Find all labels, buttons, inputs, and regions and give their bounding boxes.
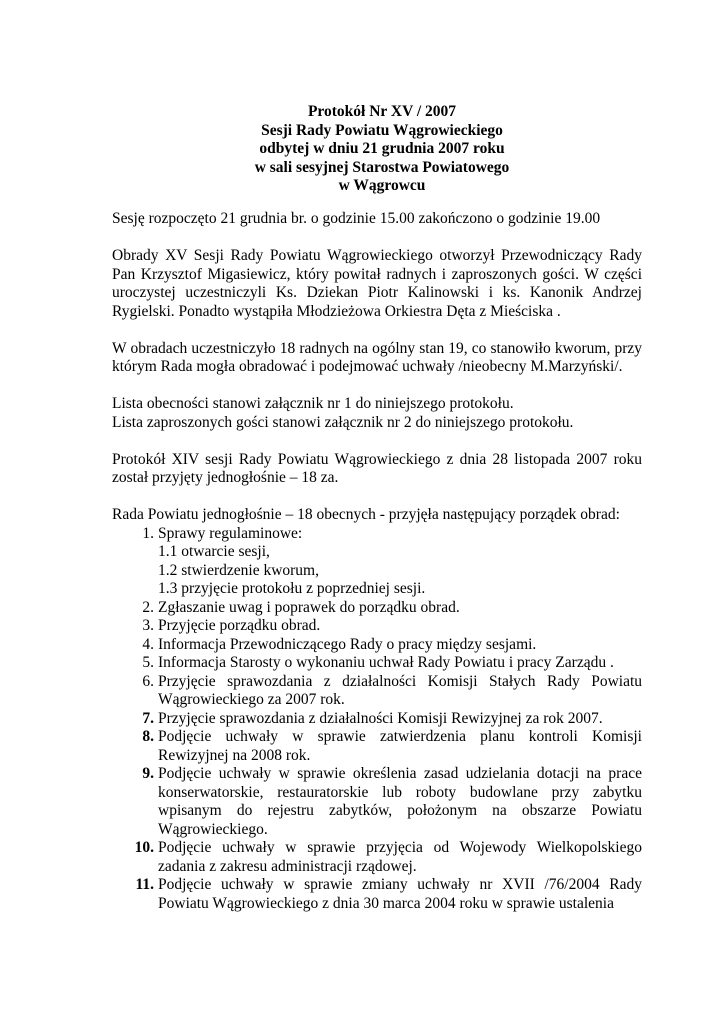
agenda-item-number: 2. [142,598,154,616]
agenda-sub-item: 1.2 stwierdzenie kworum, [158,561,319,579]
agenda-item [112,839,642,876]
agenda-item-number: 6. [142,672,154,690]
agenda-item [112,876,642,913]
quorum-paragraph: W obradach uczestniczyło 18 radnych na ogólny stan 19, co stanowiło kworum, przy którym Rada mogła obradować i podejmować uchwały /nieobecny M.Marzyński/. [112,339,642,375]
agenda-item [112,525,642,544]
agenda-item-number: 11. [135,876,154,893]
document-body [112,210,642,913]
agenda-item-text: Informacja Przewodniczącego Rady o pracy między sesjami. [158,635,537,653]
agenda-item-text: Zgłaszanie uwag i poprawek do porządku obrad. [158,598,460,616]
agenda-item [112,728,642,765]
agenda-item [112,599,642,618]
agenda-item [112,617,642,636]
agenda-item-text: Sprawy regulaminowe: [158,524,303,542]
agenda-sub-item: 1.1 otwarcie sesji, [158,543,270,560]
agenda-item-number: 4. [142,635,154,653]
agenda-item-text: Informacja Starosty o wykonaniu uchwał Rady Powiatu i pracy Zarządu . [158,654,614,671]
agenda-item-number: 8. [142,728,154,745]
agenda-item-text: Podjęcie uchwały w sprawie przyjęcia od Wojewody Wielkopolskiego zadania z zakresu administracji rządowej. [158,839,642,875]
title-line: odbytej w dniu 21 grudnia 2007 roku [259,140,505,157]
guests-list-paragraph: Lista zaproszonych gości stanowi załącznik nr 2 do niniejszego protokołu. [112,413,574,431]
title-line: w sali sesyjnej Starostwa Powiatowego [254,158,510,176]
agenda-item-text: Przyjęcie sprawozdania z działalności Komisji Stałych Rady Powiatu Wągrowieckiego za 2007 rok. [158,672,642,708]
agenda-item-text: Podjęcie uchwały w sprawie zatwierdzenia planu kontroli Komisji Rewizyjnej na 2008 rok. [158,728,642,764]
agenda-item-number: 9. [142,765,154,782]
agenda-item-number: 1. [142,524,154,542]
agenda-intro-paragraph: Rada Powiatu jednogłośnie – 18 obecnych - przyjęła następujący porządek obrad: [112,506,620,523]
agenda-item-number: 5. [142,654,154,671]
agenda-list [112,525,642,914]
agenda-item [112,710,642,729]
agenda-item [112,636,642,655]
document-title [112,103,652,196]
title-line: w Wągrowcu [338,177,426,194]
opening-paragraph: Obrady XV Sesji Rady Powiatu Wągrowieckiego otworzył Przewodniczący Rady Pan Krzysztof Migasiewicz, który powitał radnych i zaproszonych gości. W części uroczystej uczestniczyli Ks. Dziekan Piotr Kalinowski i ks. Kanonik Andrzej Rygielski. Ponadto wystąpiła Młodzieżowa Orkiestra Dęta z Mieściska . [112,247,642,320]
session-time-paragraph: Sesję rozpoczęto 21 grudnia br. o godzinie 15.00 zakończono o godzinie 19.00 [112,210,601,227]
agenda-item-text: Podjęcie uchwały w sprawie zmiany uchwały nr XVII /76/2004 Rady Powiatu Wągrowieckiego z dnia 30 marca 2004 roku w sprawie ustalenia [158,876,642,912]
agenda-item [112,765,642,839]
agenda-item-text: Przyjęcie porządku obrad. [158,617,321,634]
attendance-list-paragraph: Lista obecności stanowi załącznik nr 1 do niniejszego protokołu. [112,395,514,412]
agenda-item-text: Przyjęcie sprawozdania z działalności Komisji Rewizyjnej za rok 2007. [158,709,603,727]
title-line: Sesji Rady Powiatu Wągrowieckiego [261,121,503,139]
agenda-item [112,654,642,673]
agenda-sub-item: 1.3 przyjęcie protokołu z poprzedniej sesji. [158,580,426,597]
previous-protocol-paragraph: Protokół XIV sesji Rady Powiatu Wągrowieckiego z dnia 28 listopada 2007 roku został przyjęty jednogłośnie – 18 za. [112,450,642,486]
agenda-item-number: 3. [142,617,154,634]
agenda-item-text: Podjęcie uchwały w sprawie określenia zasad udzielania dotacji na prace konserwatorskie, restauratorskie lub roboty budowlane przy zabytku wpisanym do rejestru zabytków, położonym na obszarze Powiatu Wągrowieckiego. [158,765,642,838]
agenda-item-number: 7. [142,709,154,727]
title-line: Protokół Nr XV / 2007 [307,103,457,120]
agenda-item [112,673,642,710]
agenda-item-number: 10. [134,839,154,856]
